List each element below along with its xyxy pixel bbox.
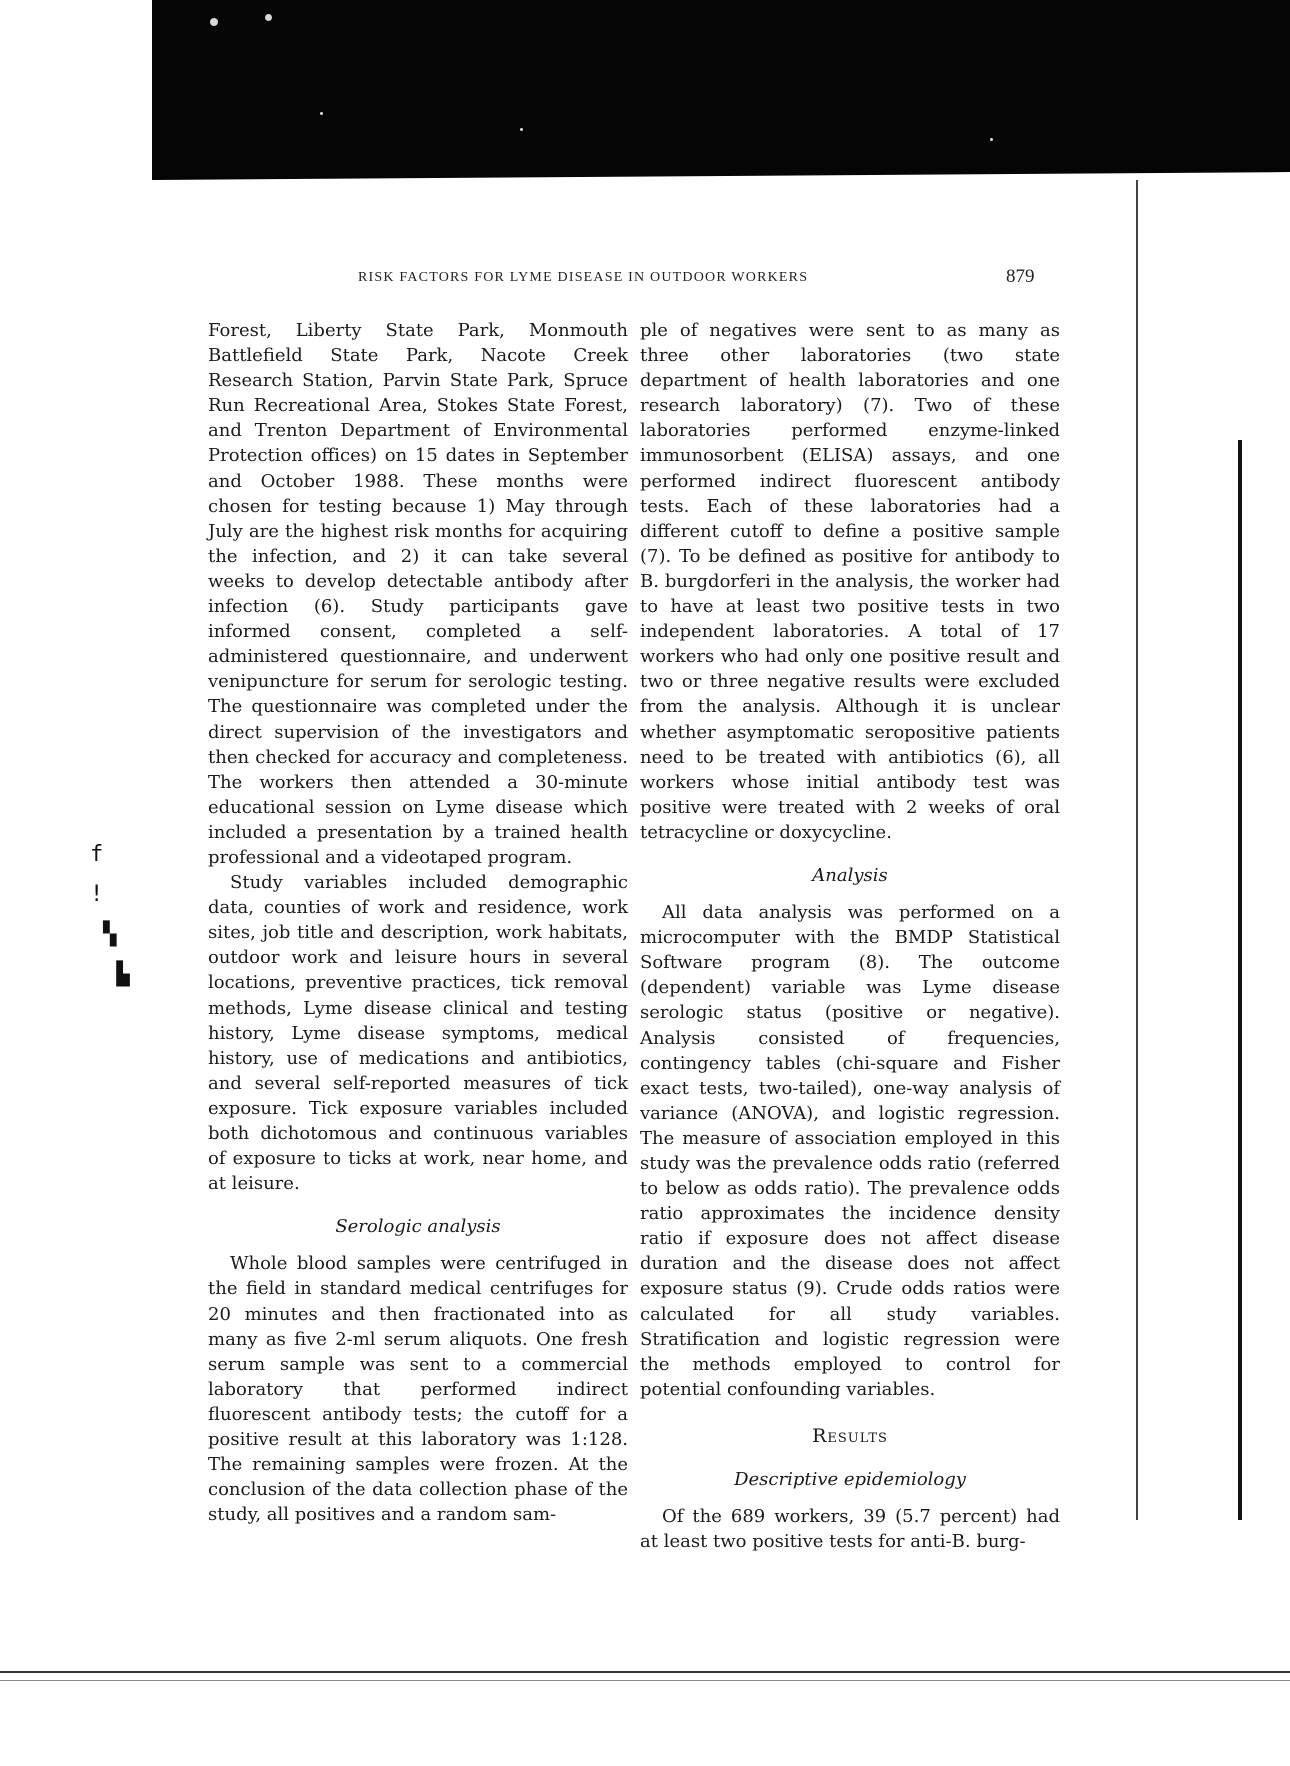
section-subheading: Analysis bbox=[812, 864, 888, 886]
left-column bbox=[208, 318, 628, 1527]
scan-speck bbox=[210, 18, 218, 26]
paragraph: ple of negatives were sent to as many as three other laboratories (two state department of health laboratories and one research laboratory) (7). Two of these laboratories performed enzyme-linked immunosorbent (ELISA) assays, and one performed indirect fluorescent antibody tests. Each of these laboratories had a different cutoff to define a positive sample (7). To be defined as positive for antibody to B. burgdorferi in the analysis, the worker had to have at least two positive tests in two independent laboratories. A total of 17 workers who had only one positive result and two or three negative results were excluded from the analysis. Although it is unclear whether asymptomatic seropositive patients need to be treated with antibiotics (6), all workers whose initial antibody test was positive were treated with 2 weeks of oral tetracycline or doxycycline. bbox=[640, 320, 1060, 843]
scan-speck bbox=[265, 14, 272, 21]
page-bottom-shadow bbox=[0, 1680, 1290, 1681]
page-shadow-edge bbox=[1238, 440, 1242, 1520]
page-number: 879 bbox=[1006, 266, 1035, 287]
section-heading: Results bbox=[812, 1424, 888, 1447]
scan-shadow-band bbox=[152, 0, 1290, 180]
paragraph: Forest, Liberty State Park, Monmouth Battlefield State Park, Nacote Creek Research Station, Parvin State Park, Spruce Run Recreational Area, Stokes State Forest, and Trenton Department of Environmental Protection offices) on 15 dates in September and October 1988. These months were chosen for testing because 1) May through July are the highest risk months for acquiring the infection, and 2) it can take several weeks to develop detectable antibody after infection (6). Study participants gave informed consent, completed a self-administered questionnaire, and underwent venipuncture for serum for serologic testing. The questionnaire was completed under the direct supervision of the investigators and then checked for accuracy and completeness. The workers then attended a 30-minute educational session on Lyme disease which included a presentation by a trained health professional and a videotaped program. bbox=[208, 320, 628, 868]
paragraph: Whole blood samples were centrifuged in the field in standard medical centrifuges for 20 minutes and then fractionated into as many as five 2-ml serum aliquots. One fresh serum sample was sent to a commercial laboratory that performed indirect fluorescent antibody tests; the cutoff for a positive result at this laboratory was 1:128. The remaining samples were frozen. At the conclusion of the data collection phase of the study, all positives and a random sam- bbox=[208, 1253, 628, 1526]
right-column bbox=[640, 318, 1060, 1554]
scan-speck bbox=[520, 128, 523, 131]
paragraph: All data analysis was performed on a microcomputer with the BMDP Statistical Software program (8). The outcome (dependent) variable was Lyme disease serologic status (positive or negative). Analysis consisted of frequencies, contingency tables (chi-square and Fisher exact tests, two-tailed), one-way analysis of variance (ANOVA), and logistic regression. The measure of association employed in this study was the prevalence odds ratio (referred to below as odds ratio). The prevalence odds ratio approximates the incidence density ratio if exposure does not affect disease duration and the disease does not affect exposure status (9). Crude odds ratios were calculated for all study variables. Stratification and logistic regression were the methods employed to control for potential confounding variables. bbox=[640, 902, 1060, 1400]
scan-speck bbox=[990, 138, 993, 141]
paragraph: Study variables included demographic data, counties of work and residence, work sites, job title and description, work habitats, outdoor work and leisure hours in several locations, preventive practices, tick removal methods, Lyme disease clinical and testing history, Lyme disease symptoms, medical history, use of medications and antibiotics, and several self-reported measures of tick exposure. Tick exposure variables included both dichotomous and continuous variables of exposure to ticks at work, near home, and at leisure. bbox=[208, 872, 628, 1195]
paragraph: Of the 689 workers, 39 (5.7 percent) had at least two positive tests for anti-B. burg- bbox=[640, 1506, 1060, 1553]
section-subheading: Descriptive epidemiology bbox=[734, 1469, 966, 1491]
running-head: RISK FACTORS FOR LYME DISEASE IN OUTDOOR WORKERS bbox=[358, 270, 809, 285]
binding-marks: f ! ▚ ▙ bbox=[90, 842, 130, 987]
section-subheading: Serologic analysis bbox=[335, 1216, 501, 1238]
page-bottom-edge bbox=[0, 1671, 1290, 1673]
scan-speck bbox=[320, 112, 323, 115]
page-right-edge bbox=[1136, 180, 1138, 1520]
